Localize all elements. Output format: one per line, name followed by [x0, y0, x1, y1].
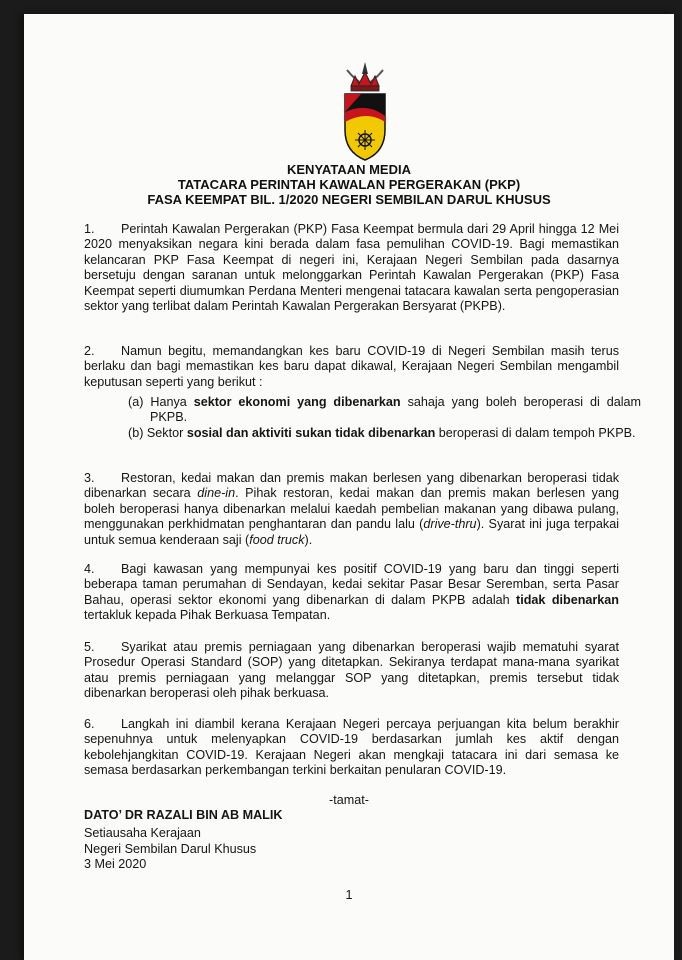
paragraph-text: ). [304, 532, 313, 547]
paragraph-number: 3. [84, 471, 95, 485]
document-date: 3 Mei 2020 [84, 857, 147, 871]
signatory-state: Negeri Sembilan Darul Khusus [84, 842, 257, 856]
document-page [24, 14, 674, 960]
paragraph-5 [84, 640, 619, 702]
list-text: beroperasi di dalam tempoh PKPB. [438, 426, 636, 440]
paragraph-3 [84, 471, 619, 548]
paragraph-text: tertakluk kepada Pihak Berkuasa Tempatan. [84, 608, 331, 623]
state-crest-icon [337, 60, 393, 164]
italic-term: dine-in [197, 486, 236, 501]
paragraph-number: 5. [84, 640, 95, 654]
paragraph-text: . Pihak restoran, kedai makan dan premis makan berlesen yang boleh beroperasi hanya dibenarkan melalui kaedah pembelian makanan yang dibawa pulang, menggunakan perkhidmatan penghantaran dan pandu lalu ( [84, 486, 619, 532]
paragraph-6 [84, 717, 619, 779]
list-text: Hanya [150, 395, 187, 409]
paragraph-text: Restoran, kedai makan dan premis makan berlesen yang dibenarkan beroperasi tidak dibenarkan secara [84, 471, 619, 501]
paragraph-text: Perintah Kawalan Pergerakan (PKP) Fasa Keempat bermula dari 29 April hingga 12 Mei 2020 menyaksikan negara kini berada dalam fasa pemulihan COVID-19. Bagi memastikan kelancaran PKP Fasa Keempat di negeri ini, Kerajaan Negeri Sembilan pada dasarnya bersetuju dengan saranan untuk melonggarkan Perintah Kawalan Pergerakan (PKP) Fasa Keempat seperti diumumkan Perdana Menteri mengenai tatacara kawalan serta pengoperasian sektor yang terlibat dalam Perintah Kawalan Pergerakan Bersyarat (PKPB). [84, 222, 619, 314]
paragraph-text: Bagi kawasan yang mempunyai kes positif COVID-19 yang baru dan tinggi seperti beberapa taman perumahan di Sendayan, kedai sekitar Pasar Besar Seremban, serta Pasar Bahau, operasi sektor ekonomi yang dibenarkan di dalam PKPB adalah [84, 562, 619, 607]
list-item-a [128, 395, 641, 426]
paragraph-number: 2. [84, 344, 95, 358]
paragraph-text: Syarikat atau premis perniagaan yang dibenarkan beroperasi wajib mematuhi syarat Prosedur Operasi Standard (SOP) yang ditetapkan. Sekiranya terdapat mana-mana syarikat atau premis perniagaan yang melanggar SOP yang ditetapkan, premis tersebut tidak dibenarkan beroperasi oleh pihak berkuasa. [84, 640, 619, 701]
emphasis-text: sosial dan aktiviti sukan tidak dibenarkan [186, 426, 436, 440]
list-label: (a) [128, 395, 144, 409]
paragraph-2 [84, 344, 619, 390]
heading-title: KENYATAAN MEDIA [287, 162, 411, 177]
heading-subtitle: TATACARA PERINTAH KAWALAN PERGERAKAN (PKP) [177, 177, 521, 192]
end-mark: -tamat- [329, 793, 369, 807]
emphasis-text: sektor ekonomi yang dibenarkan [193, 395, 401, 409]
paragraph-number: 6. [84, 717, 95, 731]
emphasis-text: tidak dibenarkan [516, 592, 620, 607]
paragraph-4 [84, 562, 619, 624]
list-text: sahaja yang boleh beroperasi di dalam PKPB. [150, 395, 642, 425]
list-text: Sektor [146, 426, 184, 440]
signatory-title: Setiausaha Kerajaan [84, 826, 201, 840]
heading-phase: FASA KEEMPAT BIL. 1/2020 NEGERI SEMBILAN DARUL KHUSUS [147, 192, 551, 207]
italic-term: drive-thru [423, 517, 477, 532]
paragraph-number: 4. [84, 562, 95, 576]
paragraph-text: Langkah ini diambil kerana Kerajaan Negeri percaya perjuangan kita belum berakhir sepenuhnya untuk melenyapkan COVID-19 berdasarkan jumlah kes aktif dengan kebolehjangkitan COVID-19. Kerajaan Negeri akan mengkaji tatacara ini dari semasa ke semasa berdasarkan perkembangan terkini berkaitan penularan COVID-19. [84, 717, 619, 778]
signatory-name: DATO’ DR RAZALI BIN AB MALIK [84, 808, 283, 822]
paragraph-text: Namun begitu, memandangkan kes baru COVID-19 di Negeri Sembilan masih terus berlaku dan bagi memastikan kes baru dapat dikawal, Kerajaan Negeri Sembilan mengambil keputusan seperti yang berikut : [84, 344, 619, 389]
list-label: (b) [128, 426, 144, 440]
page-number: 1 [345, 888, 353, 902]
italic-term: food truck [249, 532, 305, 547]
paragraph-number: 1. [84, 222, 95, 236]
paragraph-text: ). Syarat ini juga terpakai untuk semua kenderaan saji ( [84, 517, 619, 547]
paragraph-1 [84, 222, 619, 314]
list-item-b [128, 426, 641, 441]
